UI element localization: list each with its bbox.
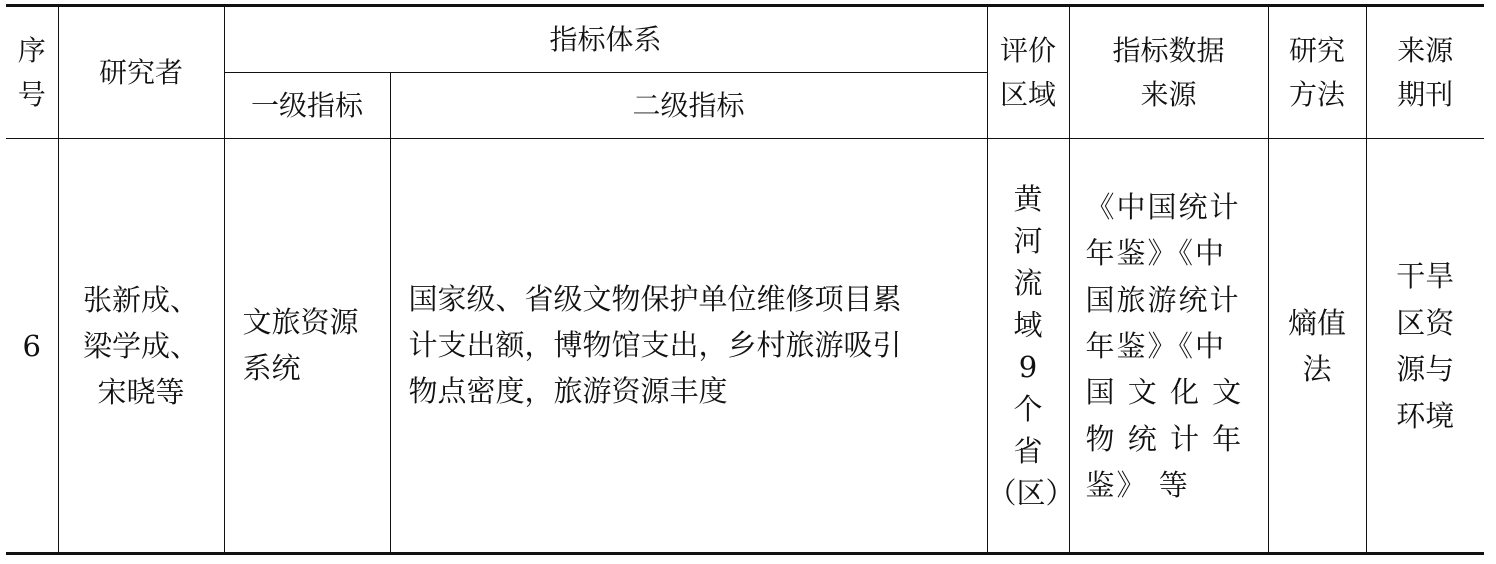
indicator-table [6, 6, 1484, 554]
cell-seq: 6 [6, 139, 58, 554]
cell-level1: 文旅资源 系统 [224, 139, 390, 554]
header-region: 评价 区域 [987, 7, 1069, 139]
cell-region: 黄 河 流 域 9 个 省 （区） [987, 139, 1069, 554]
cell-researchers: 张新成、 梁学成、 宋晓等 [58, 139, 224, 554]
header-method: 研究 方法 [1268, 7, 1366, 139]
cell-data-source: 《中国统计 年鉴》《中 国旅游统计 年鉴》《中 国 文 化 文 物 统 计 年 鉴》 等 [1069, 139, 1268, 554]
header-index-system: 指标体系 [224, 7, 987, 73]
cell-level2: 国家级、省级文物保护单位维修项目累 计支出额，博物馆支出，乡村旅游吸引 物点密度，旅游资源丰度 [390, 139, 987, 554]
header-level2: 二级指标 [390, 73, 987, 139]
bottom-rule [6, 552, 1484, 555]
header-journal: 来源 期刊 [1366, 7, 1484, 139]
table-row [6, 139, 1484, 554]
header-level1: 一级指标 [224, 73, 390, 139]
header-data-source: 指标数据 来源 [1069, 7, 1268, 139]
header-row-1 [6, 7, 1484, 73]
header-seq: 序 号 [6, 7, 58, 139]
header-researcher: 研究者 [58, 7, 224, 139]
cell-journal: 干旱 区资 源与 环境 [1366, 139, 1484, 554]
cell-method: 熵值 法 [1268, 139, 1366, 554]
